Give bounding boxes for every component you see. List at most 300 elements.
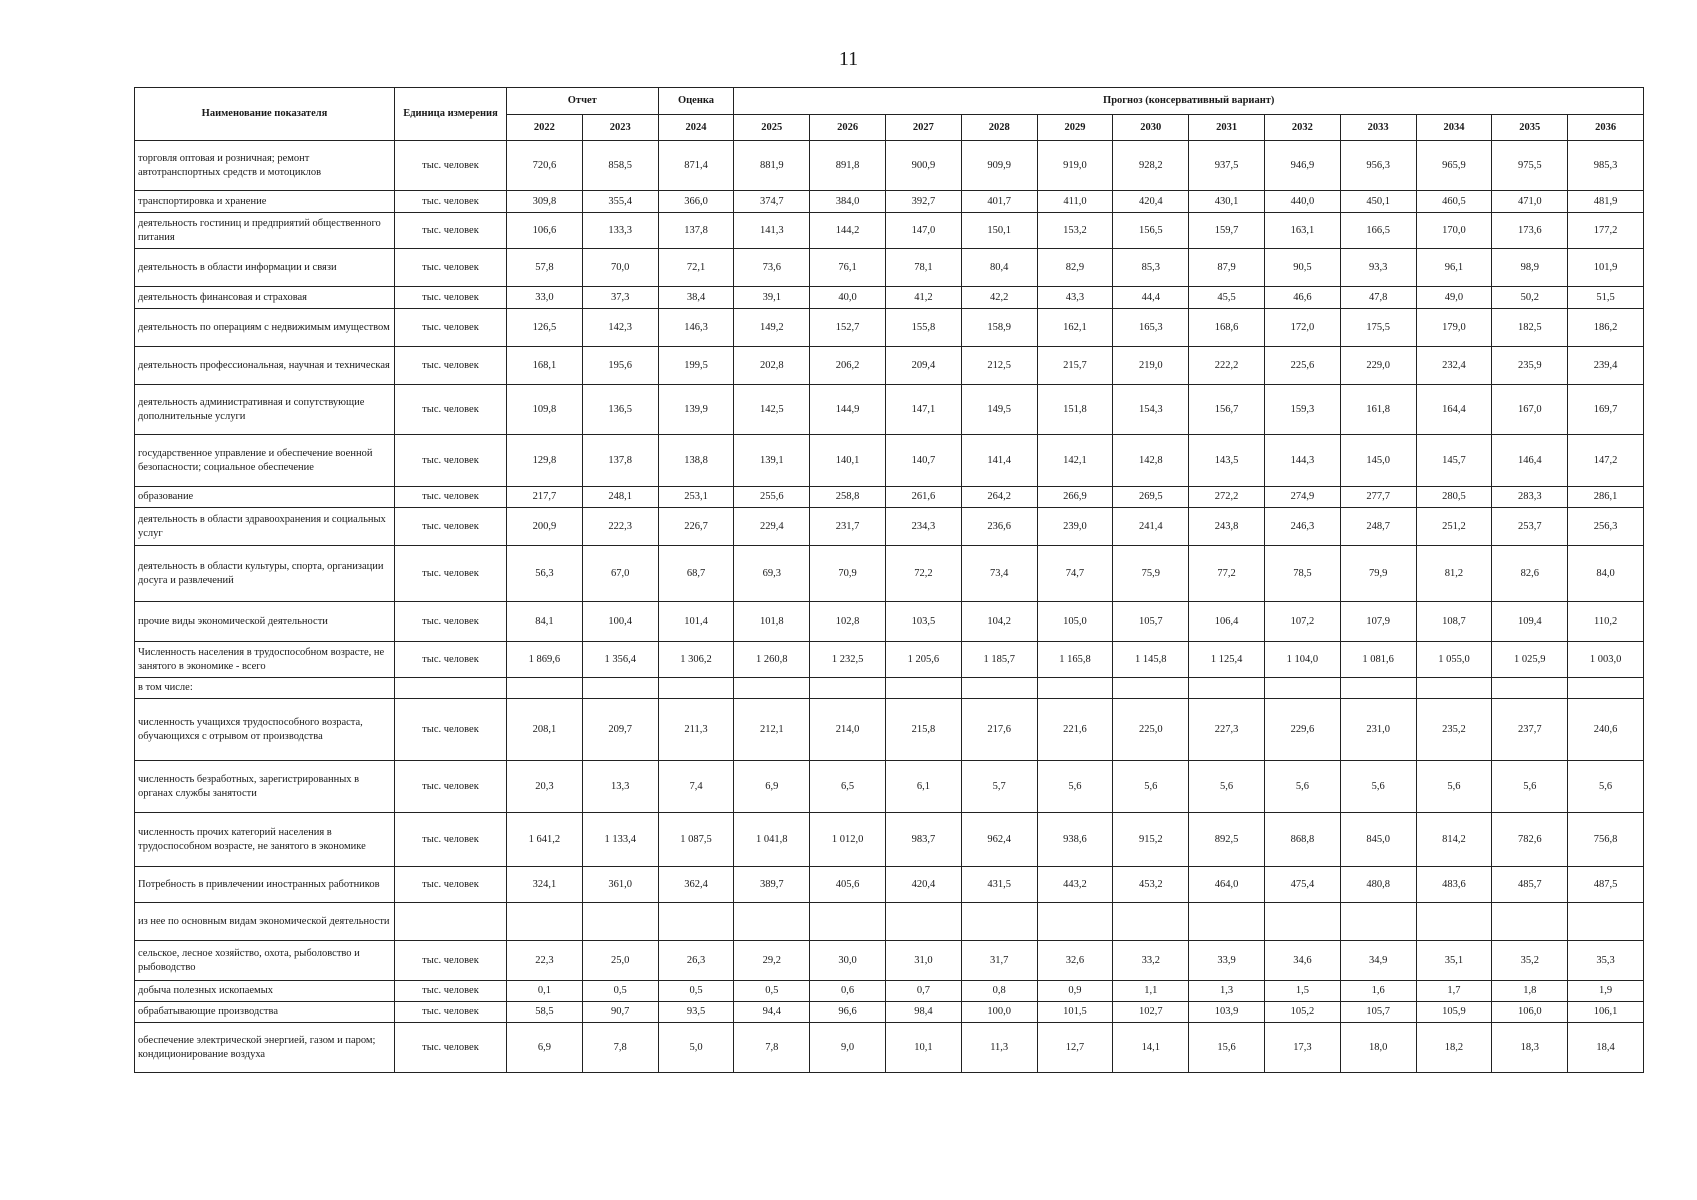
value-cell: 1,8 bbox=[1492, 981, 1568, 1002]
value-cell: 69,3 bbox=[734, 546, 810, 602]
value-cell: 33,2 bbox=[1113, 941, 1189, 981]
value-cell: 286,1 bbox=[1568, 487, 1644, 508]
value-cell: 1 356,4 bbox=[582, 642, 658, 678]
value-cell: 98,9 bbox=[1492, 249, 1568, 287]
header-year: 2033 bbox=[1340, 115, 1416, 141]
row-name: деятельность в области информации и связи bbox=[135, 249, 395, 287]
value-cell: 103,9 bbox=[1189, 1002, 1265, 1023]
value-cell: 1,3 bbox=[1189, 981, 1265, 1002]
header-unit: Единица измерения bbox=[395, 88, 507, 141]
value-cell: 0,8 bbox=[961, 981, 1037, 1002]
value-cell bbox=[1568, 678, 1644, 699]
value-cell: 1,7 bbox=[1416, 981, 1492, 1002]
row-name: Потребность в привлечении иностранных работников bbox=[135, 867, 395, 903]
value-cell: 10,1 bbox=[886, 1023, 962, 1073]
value-cell: 155,8 bbox=[886, 309, 962, 347]
value-cell: 106,4 bbox=[1189, 602, 1265, 642]
value-cell: 277,7 bbox=[1340, 487, 1416, 508]
value-cell: 142,1 bbox=[1037, 435, 1113, 487]
value-cell: 431,5 bbox=[961, 867, 1037, 903]
value-cell: 868,8 bbox=[1264, 813, 1340, 867]
value-cell bbox=[886, 903, 962, 941]
value-cell: 212,1 bbox=[734, 699, 810, 761]
value-cell: 172,0 bbox=[1264, 309, 1340, 347]
value-cell: 946,9 bbox=[1264, 141, 1340, 191]
row-name: транспортировка и хранение bbox=[135, 191, 395, 213]
table-row bbox=[135, 642, 1644, 678]
value-cell bbox=[507, 903, 583, 941]
value-cell bbox=[886, 678, 962, 699]
value-cell: 26,3 bbox=[658, 941, 734, 981]
value-cell: 7,8 bbox=[734, 1023, 810, 1073]
value-cell: 140,1 bbox=[810, 435, 886, 487]
value-cell: 105,9 bbox=[1416, 1002, 1492, 1023]
value-cell: 487,5 bbox=[1568, 867, 1644, 903]
value-cell: 110,2 bbox=[1568, 602, 1644, 642]
value-cell: 266,9 bbox=[1037, 487, 1113, 508]
header-year: 2025 bbox=[734, 115, 810, 141]
value-cell: 258,8 bbox=[810, 487, 886, 508]
value-cell: 1 003,0 bbox=[1568, 642, 1644, 678]
row-unit: тыс. человек bbox=[395, 287, 507, 309]
value-cell: 720,6 bbox=[507, 141, 583, 191]
row-unit: тыс. человек bbox=[395, 602, 507, 642]
value-cell: 146,3 bbox=[658, 309, 734, 347]
value-cell: 147,1 bbox=[886, 385, 962, 435]
value-cell: 485,7 bbox=[1492, 867, 1568, 903]
value-cell: 1 055,0 bbox=[1416, 642, 1492, 678]
value-cell: 215,8 bbox=[886, 699, 962, 761]
value-cell: 167,0 bbox=[1492, 385, 1568, 435]
value-cell: 101,5 bbox=[1037, 1002, 1113, 1023]
value-cell: 239,4 bbox=[1568, 347, 1644, 385]
header-year: 2026 bbox=[810, 115, 886, 141]
value-cell: 25,0 bbox=[582, 941, 658, 981]
value-cell: 443,2 bbox=[1037, 867, 1113, 903]
value-cell: 202,8 bbox=[734, 347, 810, 385]
value-cell: 0,5 bbox=[734, 981, 810, 1002]
value-cell: 102,7 bbox=[1113, 1002, 1189, 1023]
value-cell: 9,0 bbox=[810, 1023, 886, 1073]
value-cell: 7,8 bbox=[582, 1023, 658, 1073]
row-name: образование bbox=[135, 487, 395, 508]
row-unit: тыс. человек bbox=[395, 309, 507, 347]
row-name: деятельность гостиниц и предприятий общественного питания bbox=[135, 213, 395, 249]
value-cell: 33,0 bbox=[507, 287, 583, 309]
value-cell: 430,1 bbox=[1189, 191, 1265, 213]
value-cell: 168,1 bbox=[507, 347, 583, 385]
value-cell: 87,9 bbox=[1189, 249, 1265, 287]
value-cell: 361,0 bbox=[582, 867, 658, 903]
table-row bbox=[135, 191, 1644, 213]
table-row bbox=[135, 213, 1644, 249]
value-cell: 814,2 bbox=[1416, 813, 1492, 867]
value-cell: 261,6 bbox=[886, 487, 962, 508]
value-cell: 42,2 bbox=[961, 287, 1037, 309]
header-year: 2028 bbox=[961, 115, 1037, 141]
value-cell: 5,7 bbox=[961, 761, 1037, 813]
row-unit bbox=[395, 903, 507, 941]
value-cell: 217,6 bbox=[961, 699, 1037, 761]
value-cell: 222,3 bbox=[582, 508, 658, 546]
value-cell: 480,8 bbox=[1340, 867, 1416, 903]
row-unit: тыс. человек bbox=[395, 347, 507, 385]
row-name: численность прочих категорий населения в трудоспособном возрасте, не занятого в экономике bbox=[135, 813, 395, 867]
row-unit: тыс. человек bbox=[395, 867, 507, 903]
table-row bbox=[135, 546, 1644, 602]
forecast-table bbox=[134, 87, 1644, 1073]
value-cell bbox=[810, 903, 886, 941]
value-cell: 956,3 bbox=[1340, 141, 1416, 191]
value-cell: 77,2 bbox=[1189, 546, 1265, 602]
value-cell: 256,3 bbox=[1568, 508, 1644, 546]
table-body bbox=[135, 141, 1644, 1073]
value-cell: 405,6 bbox=[810, 867, 886, 903]
value-cell: 35,1 bbox=[1416, 941, 1492, 981]
value-cell: 12,7 bbox=[1037, 1023, 1113, 1073]
value-cell: 983,7 bbox=[886, 813, 962, 867]
value-cell: 164,4 bbox=[1416, 385, 1492, 435]
value-cell: 1,9 bbox=[1568, 981, 1644, 1002]
value-cell: 208,1 bbox=[507, 699, 583, 761]
row-name: деятельность профессиональная, научная и техническая bbox=[135, 347, 395, 385]
row-unit: тыс. человек bbox=[395, 508, 507, 546]
value-cell: 483,6 bbox=[1416, 867, 1492, 903]
value-cell: 101,9 bbox=[1568, 249, 1644, 287]
value-cell: 94,4 bbox=[734, 1002, 810, 1023]
table-row bbox=[135, 867, 1644, 903]
value-cell: 209,4 bbox=[886, 347, 962, 385]
value-cell: 7,4 bbox=[658, 761, 734, 813]
row-name: численность учащихся трудоспособного возраста, обучающихся с отрывом от производства bbox=[135, 699, 395, 761]
value-cell: 151,8 bbox=[1037, 385, 1113, 435]
table-row bbox=[135, 602, 1644, 642]
row-name: Численность населения в трудоспособном возрасте, не занятого в экономике - всего bbox=[135, 642, 395, 678]
value-cell: 35,2 bbox=[1492, 941, 1568, 981]
value-cell: 6,1 bbox=[886, 761, 962, 813]
row-unit: тыс. человек bbox=[395, 813, 507, 867]
row-unit: тыс. человек bbox=[395, 435, 507, 487]
value-cell: 105,2 bbox=[1264, 1002, 1340, 1023]
value-cell: 129,8 bbox=[507, 435, 583, 487]
value-cell: 136,5 bbox=[582, 385, 658, 435]
value-cell: 173,6 bbox=[1492, 213, 1568, 249]
value-cell: 219,0 bbox=[1113, 347, 1189, 385]
value-cell: 237,7 bbox=[1492, 699, 1568, 761]
value-cell: 226,7 bbox=[658, 508, 734, 546]
value-cell: 37,3 bbox=[582, 287, 658, 309]
header-forecast: Прогноз (консервативный вариант) bbox=[734, 88, 1644, 115]
value-cell: 58,5 bbox=[507, 1002, 583, 1023]
value-cell: 18,3 bbox=[1492, 1023, 1568, 1073]
value-cell: 76,1 bbox=[810, 249, 886, 287]
value-cell: 72,2 bbox=[886, 546, 962, 602]
row-name: в том числе: bbox=[135, 678, 395, 699]
value-cell: 145,0 bbox=[1340, 435, 1416, 487]
value-cell: 139,1 bbox=[734, 435, 810, 487]
value-cell: 1 145,8 bbox=[1113, 642, 1189, 678]
value-cell: 975,5 bbox=[1492, 141, 1568, 191]
value-cell: 211,3 bbox=[658, 699, 734, 761]
value-cell: 168,6 bbox=[1189, 309, 1265, 347]
value-cell: 107,2 bbox=[1264, 602, 1340, 642]
value-cell: 175,5 bbox=[1340, 309, 1416, 347]
value-cell: 229,0 bbox=[1340, 347, 1416, 385]
value-cell: 782,6 bbox=[1492, 813, 1568, 867]
value-cell: 18,2 bbox=[1416, 1023, 1492, 1073]
value-cell: 82,9 bbox=[1037, 249, 1113, 287]
value-cell: 72,1 bbox=[658, 249, 734, 287]
value-cell: 0,1 bbox=[507, 981, 583, 1002]
value-cell: 186,2 bbox=[1568, 309, 1644, 347]
value-cell: 0,5 bbox=[582, 981, 658, 1002]
table-row bbox=[135, 508, 1644, 546]
value-cell: 109,8 bbox=[507, 385, 583, 435]
value-cell: 100,0 bbox=[961, 1002, 1037, 1023]
value-cell: 283,3 bbox=[1492, 487, 1568, 508]
value-cell bbox=[1037, 678, 1113, 699]
value-cell: 222,2 bbox=[1189, 347, 1265, 385]
value-cell: 78,1 bbox=[886, 249, 962, 287]
value-cell: 471,0 bbox=[1492, 191, 1568, 213]
value-cell bbox=[1113, 903, 1189, 941]
value-cell: 965,9 bbox=[1416, 141, 1492, 191]
header-year: 2036 bbox=[1568, 115, 1644, 141]
row-unit: тыс. человек bbox=[395, 1023, 507, 1073]
value-cell: 161,8 bbox=[1340, 385, 1416, 435]
value-cell: 845,0 bbox=[1340, 813, 1416, 867]
table-row bbox=[135, 941, 1644, 981]
table-row bbox=[135, 1002, 1644, 1023]
value-cell: 70,9 bbox=[810, 546, 886, 602]
header-year: 2030 bbox=[1113, 115, 1189, 141]
value-cell bbox=[1340, 678, 1416, 699]
value-cell: 858,5 bbox=[582, 141, 658, 191]
value-cell: 142,3 bbox=[582, 309, 658, 347]
value-cell: 248,7 bbox=[1340, 508, 1416, 546]
value-cell: 481,9 bbox=[1568, 191, 1644, 213]
value-cell: 98,4 bbox=[886, 1002, 962, 1023]
value-cell: 1 185,7 bbox=[961, 642, 1037, 678]
value-cell: 5,6 bbox=[1340, 761, 1416, 813]
value-cell: 51,5 bbox=[1568, 287, 1644, 309]
value-cell: 57,8 bbox=[507, 249, 583, 287]
value-cell: 229,6 bbox=[1264, 699, 1340, 761]
value-cell: 225,0 bbox=[1113, 699, 1189, 761]
value-cell bbox=[1340, 903, 1416, 941]
row-unit: тыс. человек bbox=[395, 385, 507, 435]
value-cell: 1 081,6 bbox=[1340, 642, 1416, 678]
value-cell bbox=[1264, 678, 1340, 699]
row-name: добыча полезных ископаемых bbox=[135, 981, 395, 1002]
value-cell: 401,7 bbox=[961, 191, 1037, 213]
value-cell: 1,6 bbox=[1340, 981, 1416, 1002]
value-cell: 355,4 bbox=[582, 191, 658, 213]
value-cell: 31,0 bbox=[886, 941, 962, 981]
value-cell bbox=[658, 678, 734, 699]
value-cell: 105,7 bbox=[1340, 1002, 1416, 1023]
value-cell: 38,4 bbox=[658, 287, 734, 309]
value-cell: 0,5 bbox=[658, 981, 734, 1002]
value-cell: 209,7 bbox=[582, 699, 658, 761]
value-cell: 106,6 bbox=[507, 213, 583, 249]
table-row bbox=[135, 678, 1644, 699]
value-cell: 919,0 bbox=[1037, 141, 1113, 191]
value-cell: 464,0 bbox=[1189, 867, 1265, 903]
value-cell: 79,9 bbox=[1340, 546, 1416, 602]
value-cell: 154,3 bbox=[1113, 385, 1189, 435]
value-cell: 32,6 bbox=[1037, 941, 1113, 981]
value-cell: 68,7 bbox=[658, 546, 734, 602]
row-name: деятельность по операциям с недвижимым имуществом bbox=[135, 309, 395, 347]
value-cell: 6,9 bbox=[507, 1023, 583, 1073]
value-cell: 5,6 bbox=[1492, 761, 1568, 813]
value-cell: 240,6 bbox=[1568, 699, 1644, 761]
row-unit: тыс. человек bbox=[395, 141, 507, 191]
value-cell: 46,6 bbox=[1264, 287, 1340, 309]
row-name: обрабатывающие производства bbox=[135, 1002, 395, 1023]
value-cell: 239,0 bbox=[1037, 508, 1113, 546]
value-cell: 35,3 bbox=[1568, 941, 1644, 981]
value-cell bbox=[1416, 678, 1492, 699]
value-cell bbox=[582, 903, 658, 941]
value-cell: 150,1 bbox=[961, 213, 1037, 249]
value-cell: 5,6 bbox=[1037, 761, 1113, 813]
table-row bbox=[135, 309, 1644, 347]
row-unit: тыс. человек bbox=[395, 761, 507, 813]
header-indicator-name: Наименование показателя bbox=[135, 88, 395, 141]
value-cell bbox=[1416, 903, 1492, 941]
value-cell: 18,4 bbox=[1568, 1023, 1644, 1073]
value-cell: 50,2 bbox=[1492, 287, 1568, 309]
value-cell: 93,5 bbox=[658, 1002, 734, 1023]
value-cell: 214,0 bbox=[810, 699, 886, 761]
value-cell: 938,6 bbox=[1037, 813, 1113, 867]
value-cell: 30,0 bbox=[810, 941, 886, 981]
table-row bbox=[135, 761, 1644, 813]
value-cell: 41,2 bbox=[886, 287, 962, 309]
value-cell bbox=[507, 678, 583, 699]
value-cell: 142,8 bbox=[1113, 435, 1189, 487]
value-cell: 45,5 bbox=[1189, 287, 1265, 309]
value-cell: 264,2 bbox=[961, 487, 1037, 508]
row-unit: тыс. человек bbox=[395, 941, 507, 981]
value-cell bbox=[1037, 903, 1113, 941]
value-cell: 5,6 bbox=[1264, 761, 1340, 813]
value-cell bbox=[582, 678, 658, 699]
value-cell: 80,4 bbox=[961, 249, 1037, 287]
value-cell: 33,9 bbox=[1189, 941, 1265, 981]
value-cell: 1 205,6 bbox=[886, 642, 962, 678]
value-cell: 106,1 bbox=[1568, 1002, 1644, 1023]
value-cell: 1 641,2 bbox=[507, 813, 583, 867]
value-cell: 1 133,4 bbox=[582, 813, 658, 867]
value-cell bbox=[734, 678, 810, 699]
value-cell: 1 012,0 bbox=[810, 813, 886, 867]
table-row bbox=[135, 287, 1644, 309]
value-cell: 14,1 bbox=[1113, 1023, 1189, 1073]
value-cell: 90,5 bbox=[1264, 249, 1340, 287]
row-name: сельское, лесное хозяйство, охота, рыболовство и рыбоводство bbox=[135, 941, 395, 981]
value-cell bbox=[1492, 678, 1568, 699]
value-cell: 39,1 bbox=[734, 287, 810, 309]
header-year: 2029 bbox=[1037, 115, 1113, 141]
table-header-row bbox=[135, 88, 1644, 115]
value-cell: 1 125,4 bbox=[1189, 642, 1265, 678]
value-cell: 1 869,6 bbox=[507, 642, 583, 678]
value-cell: 227,3 bbox=[1189, 699, 1265, 761]
value-cell: 15,6 bbox=[1189, 1023, 1265, 1073]
value-cell: 44,4 bbox=[1113, 287, 1189, 309]
value-cell: 153,2 bbox=[1037, 213, 1113, 249]
header-year: 2024 bbox=[658, 115, 734, 141]
table-row bbox=[135, 141, 1644, 191]
value-cell: 891,8 bbox=[810, 141, 886, 191]
value-cell: 1 306,2 bbox=[658, 642, 734, 678]
value-cell: 159,3 bbox=[1264, 385, 1340, 435]
table-row bbox=[135, 385, 1644, 435]
header-estimate: Оценка bbox=[658, 88, 734, 115]
value-cell: 1,5 bbox=[1264, 981, 1340, 1002]
value-cell: 100,4 bbox=[582, 602, 658, 642]
value-cell: 937,5 bbox=[1189, 141, 1265, 191]
value-cell: 1,1 bbox=[1113, 981, 1189, 1002]
value-cell: 231,0 bbox=[1340, 699, 1416, 761]
value-cell: 84,1 bbox=[507, 602, 583, 642]
value-cell: 362,4 bbox=[658, 867, 734, 903]
value-cell: 241,4 bbox=[1113, 508, 1189, 546]
value-cell bbox=[1492, 903, 1568, 941]
table-row bbox=[135, 249, 1644, 287]
value-cell: 1 087,5 bbox=[658, 813, 734, 867]
value-cell: 0,9 bbox=[1037, 981, 1113, 1002]
value-cell: 138,8 bbox=[658, 435, 734, 487]
value-cell: 1 232,5 bbox=[810, 642, 886, 678]
value-cell bbox=[1264, 903, 1340, 941]
value-cell: 909,9 bbox=[961, 141, 1037, 191]
table-row bbox=[135, 903, 1644, 941]
value-cell: 147,2 bbox=[1568, 435, 1644, 487]
row-unit: тыс. человек bbox=[395, 191, 507, 213]
value-cell: 140,7 bbox=[886, 435, 962, 487]
value-cell: 146,4 bbox=[1492, 435, 1568, 487]
value-cell: 96,6 bbox=[810, 1002, 886, 1023]
row-unit: тыс. человек bbox=[395, 487, 507, 508]
value-cell: 156,7 bbox=[1189, 385, 1265, 435]
value-cell: 93,3 bbox=[1340, 249, 1416, 287]
value-cell: 40,0 bbox=[810, 287, 886, 309]
value-cell: 11,3 bbox=[961, 1023, 1037, 1073]
value-cell: 453,2 bbox=[1113, 867, 1189, 903]
header-year: 2035 bbox=[1492, 115, 1568, 141]
value-cell: 881,9 bbox=[734, 141, 810, 191]
row-unit: тыс. человек bbox=[395, 546, 507, 602]
value-cell: 199,5 bbox=[658, 347, 734, 385]
value-cell: 104,2 bbox=[961, 602, 1037, 642]
value-cell: 141,3 bbox=[734, 213, 810, 249]
value-cell: 142,5 bbox=[734, 385, 810, 435]
value-cell bbox=[658, 903, 734, 941]
value-cell: 56,3 bbox=[507, 546, 583, 602]
value-cell: 126,5 bbox=[507, 309, 583, 347]
table-row bbox=[135, 699, 1644, 761]
value-cell: 440,0 bbox=[1264, 191, 1340, 213]
value-cell: 243,8 bbox=[1189, 508, 1265, 546]
value-cell: 133,3 bbox=[582, 213, 658, 249]
value-cell: 274,9 bbox=[1264, 487, 1340, 508]
value-cell: 272,2 bbox=[1189, 487, 1265, 508]
value-cell: 145,7 bbox=[1416, 435, 1492, 487]
